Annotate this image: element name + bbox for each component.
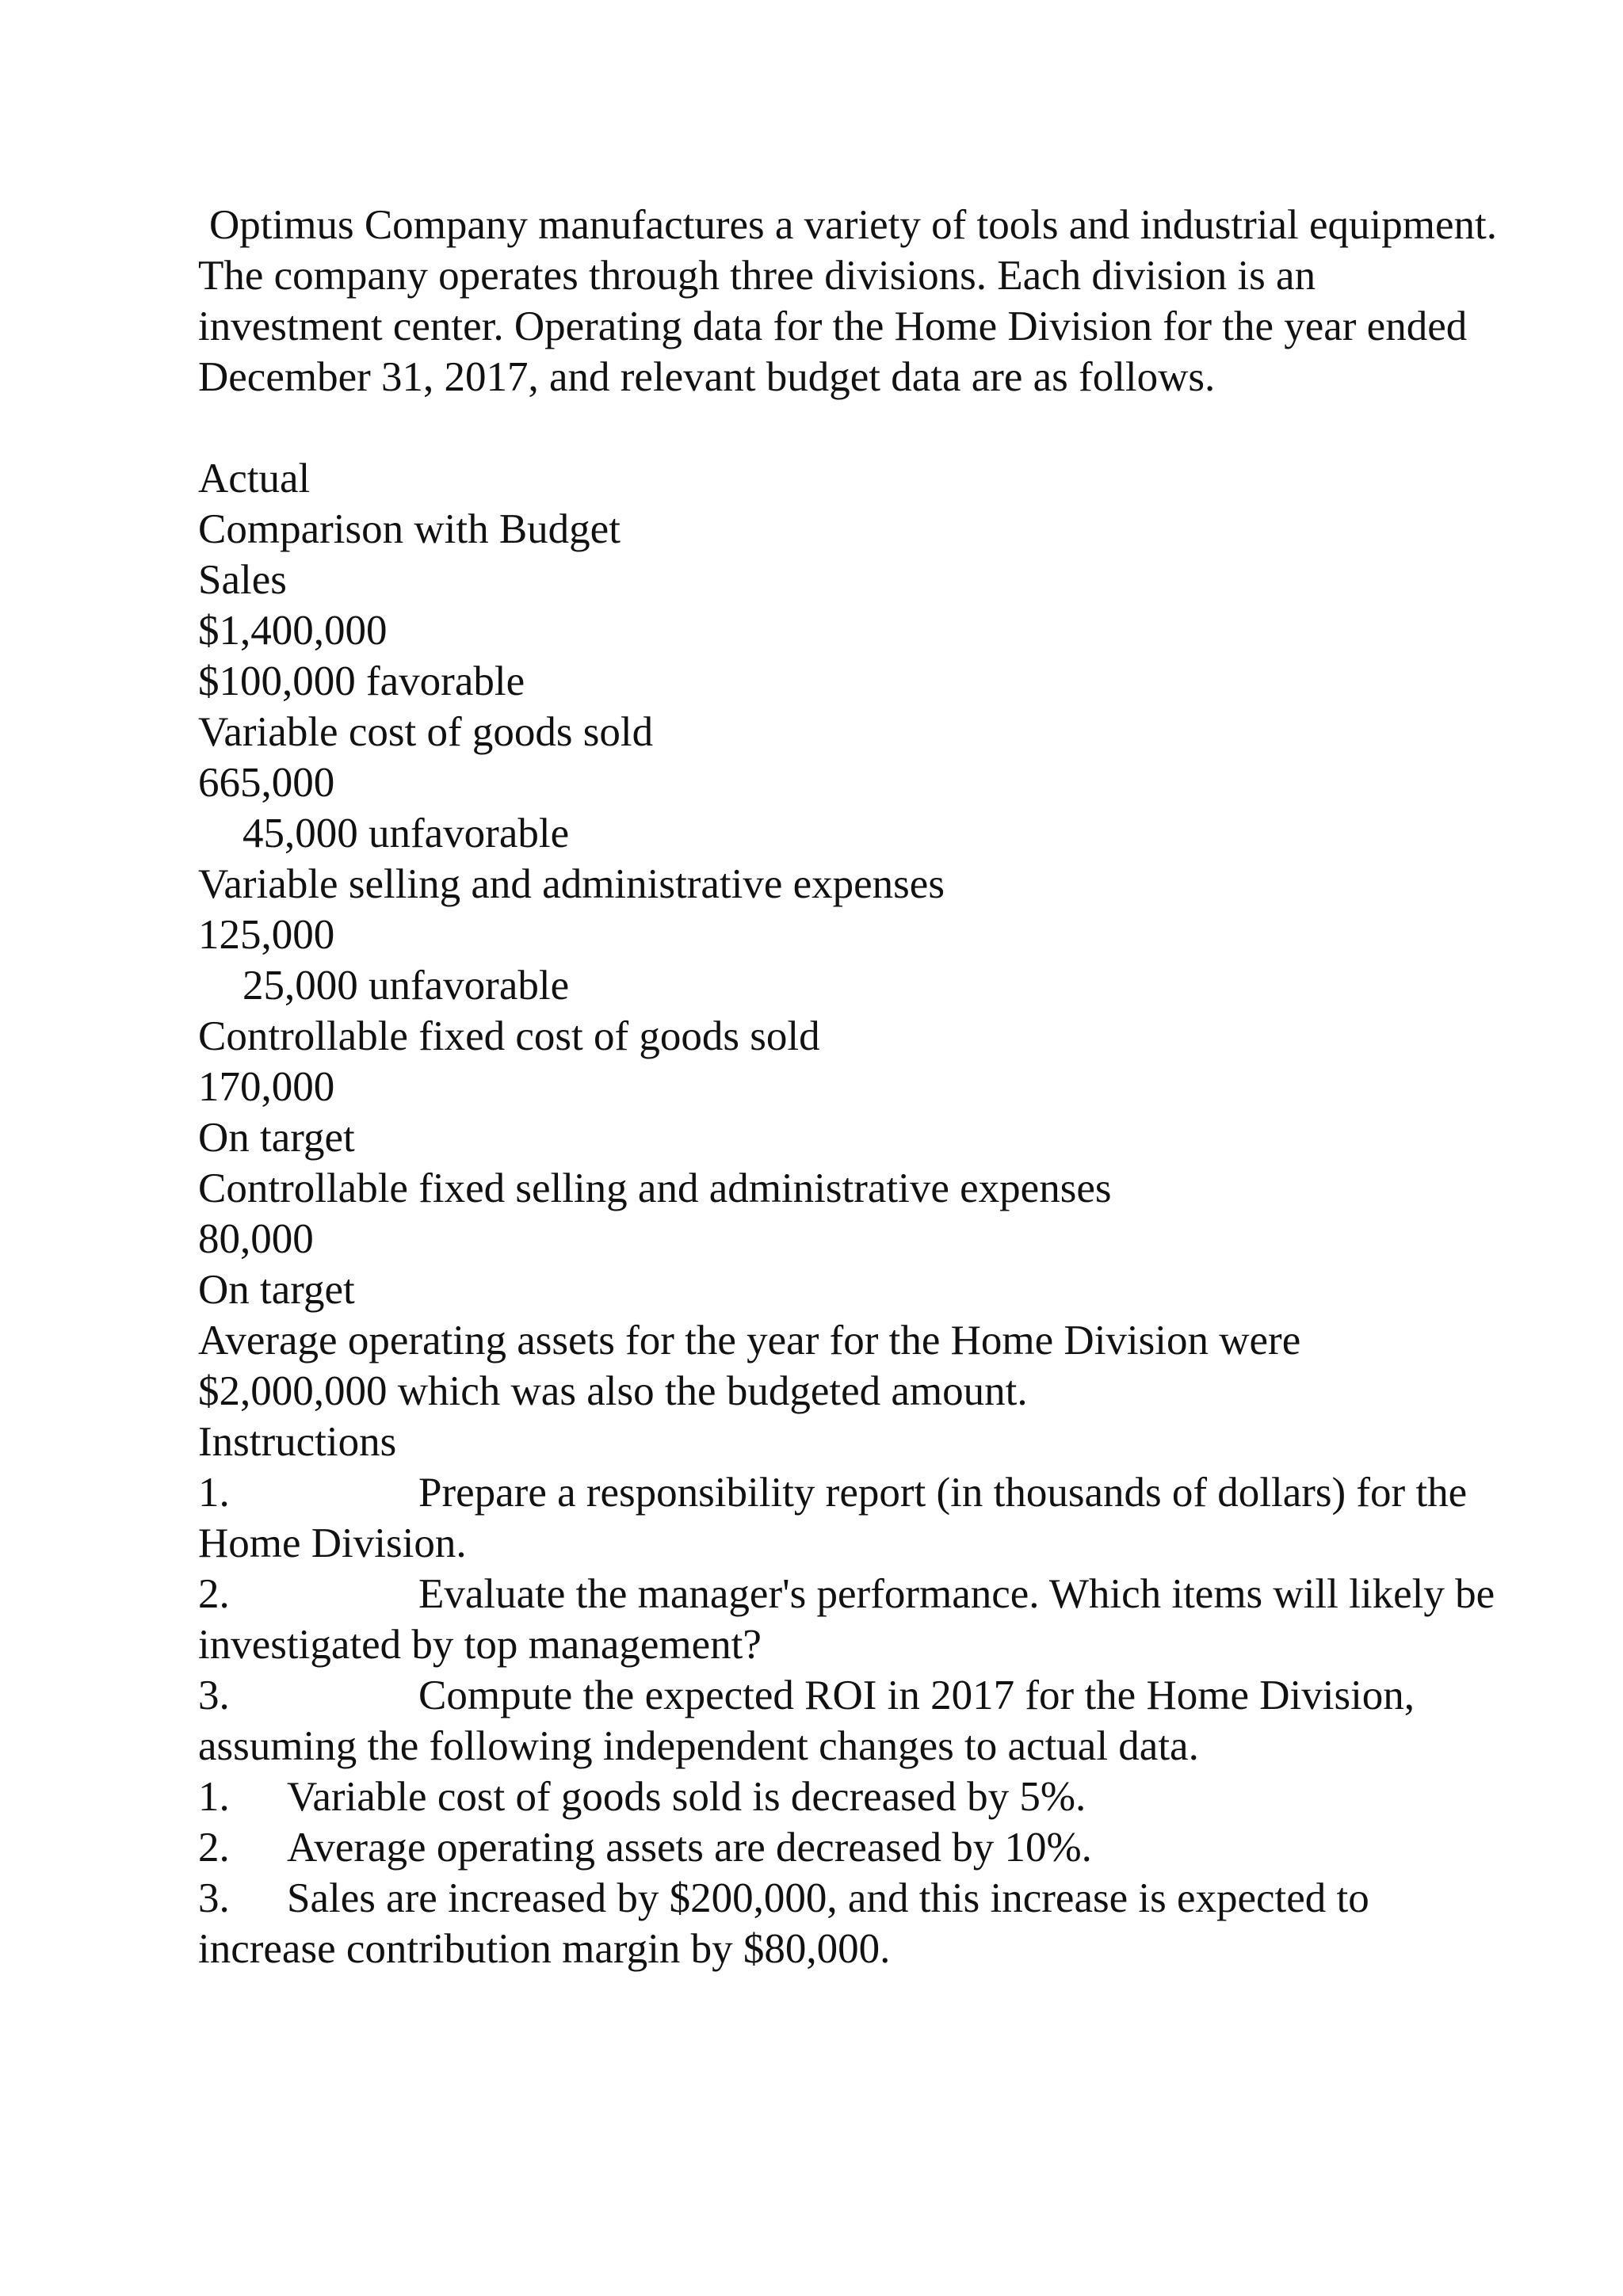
row-label: Variable cost of goods sold [198, 709, 654, 755]
row-actual: 125,000 [198, 912, 335, 958]
instruction-item [198, 1467, 1498, 1569]
row-label: Controllable fixed cost of goods sold [198, 1013, 820, 1059]
row-comparison: 45,000 unfavorable [242, 810, 570, 856]
row-label: Variable selling and administrative expenses [198, 861, 945, 907]
instruction-number: 1. [198, 1470, 230, 1516]
change-number: 3. [198, 1875, 230, 1921]
instruction-item [198, 1569, 1498, 1670]
instruction-text: Prepare a responsibility report (in thousands of dollars) for the Home Division. [198, 1470, 1468, 1566]
change-item [198, 1772, 1498, 1822]
row-comparison: $100,000 favorable [198, 658, 525, 704]
change-item [198, 1873, 1498, 1974]
row-actual: 170,000 [198, 1064, 335, 1110]
assets-note: Average operating assets for the year for the Home Division were $2,000,000 which was also the budgeted amount. [198, 1318, 1301, 1414]
change-number: 2. [198, 1825, 230, 1871]
row-actual: 665,000 [198, 760, 335, 806]
instruction-item [198, 1670, 1498, 1772]
row-comparison: On target [198, 1267, 355, 1313]
row-label: Controllable fixed selling and administrative expenses [198, 1165, 1112, 1211]
row-label: Sales [198, 557, 287, 603]
instruction-text: Compute the expected ROI in 2017 for the Home Division, assuming the following independent changes to actual data. [198, 1672, 1415, 1769]
header-comparison: Comparison with Budget [198, 506, 621, 552]
row-comparison: 25,000 unfavorable [242, 963, 570, 1009]
instruction-number: 3. [198, 1672, 230, 1718]
change-number: 1. [198, 1774, 230, 1820]
instruction-text: Evaluate the manager's performance. Which items will likely be investigated by top management? [198, 1571, 1495, 1668]
change-text: Variable cost of goods sold is decreased by 5%. [287, 1774, 1086, 1820]
instructions-heading: Instructions [198, 1419, 397, 1465]
intro-paragraph: Optimus Company manufactures a variety of tools and industrial equipment. The company operates through three divisions. Each division is an investment center. Operating data for the Home Division for the year ended December 31, 2017, and relevant budget data are as follows. [198, 202, 1497, 400]
row-comparison: On target [198, 1115, 355, 1161]
document-page [198, 200, 1498, 1974]
header-actual: Actual [198, 456, 311, 502]
row-actual: 80,000 [198, 1216, 314, 1262]
instruction-number: 2. [198, 1571, 230, 1617]
change-text: Average operating assets are decreased by 10%. [287, 1825, 1092, 1871]
change-text: Sales are increased by $200,000, and this increase is expected to increase contribution margin by $80,000. [198, 1875, 1369, 1972]
change-item [198, 1822, 1498, 1873]
row-actual: $1,400,000 [198, 608, 388, 654]
